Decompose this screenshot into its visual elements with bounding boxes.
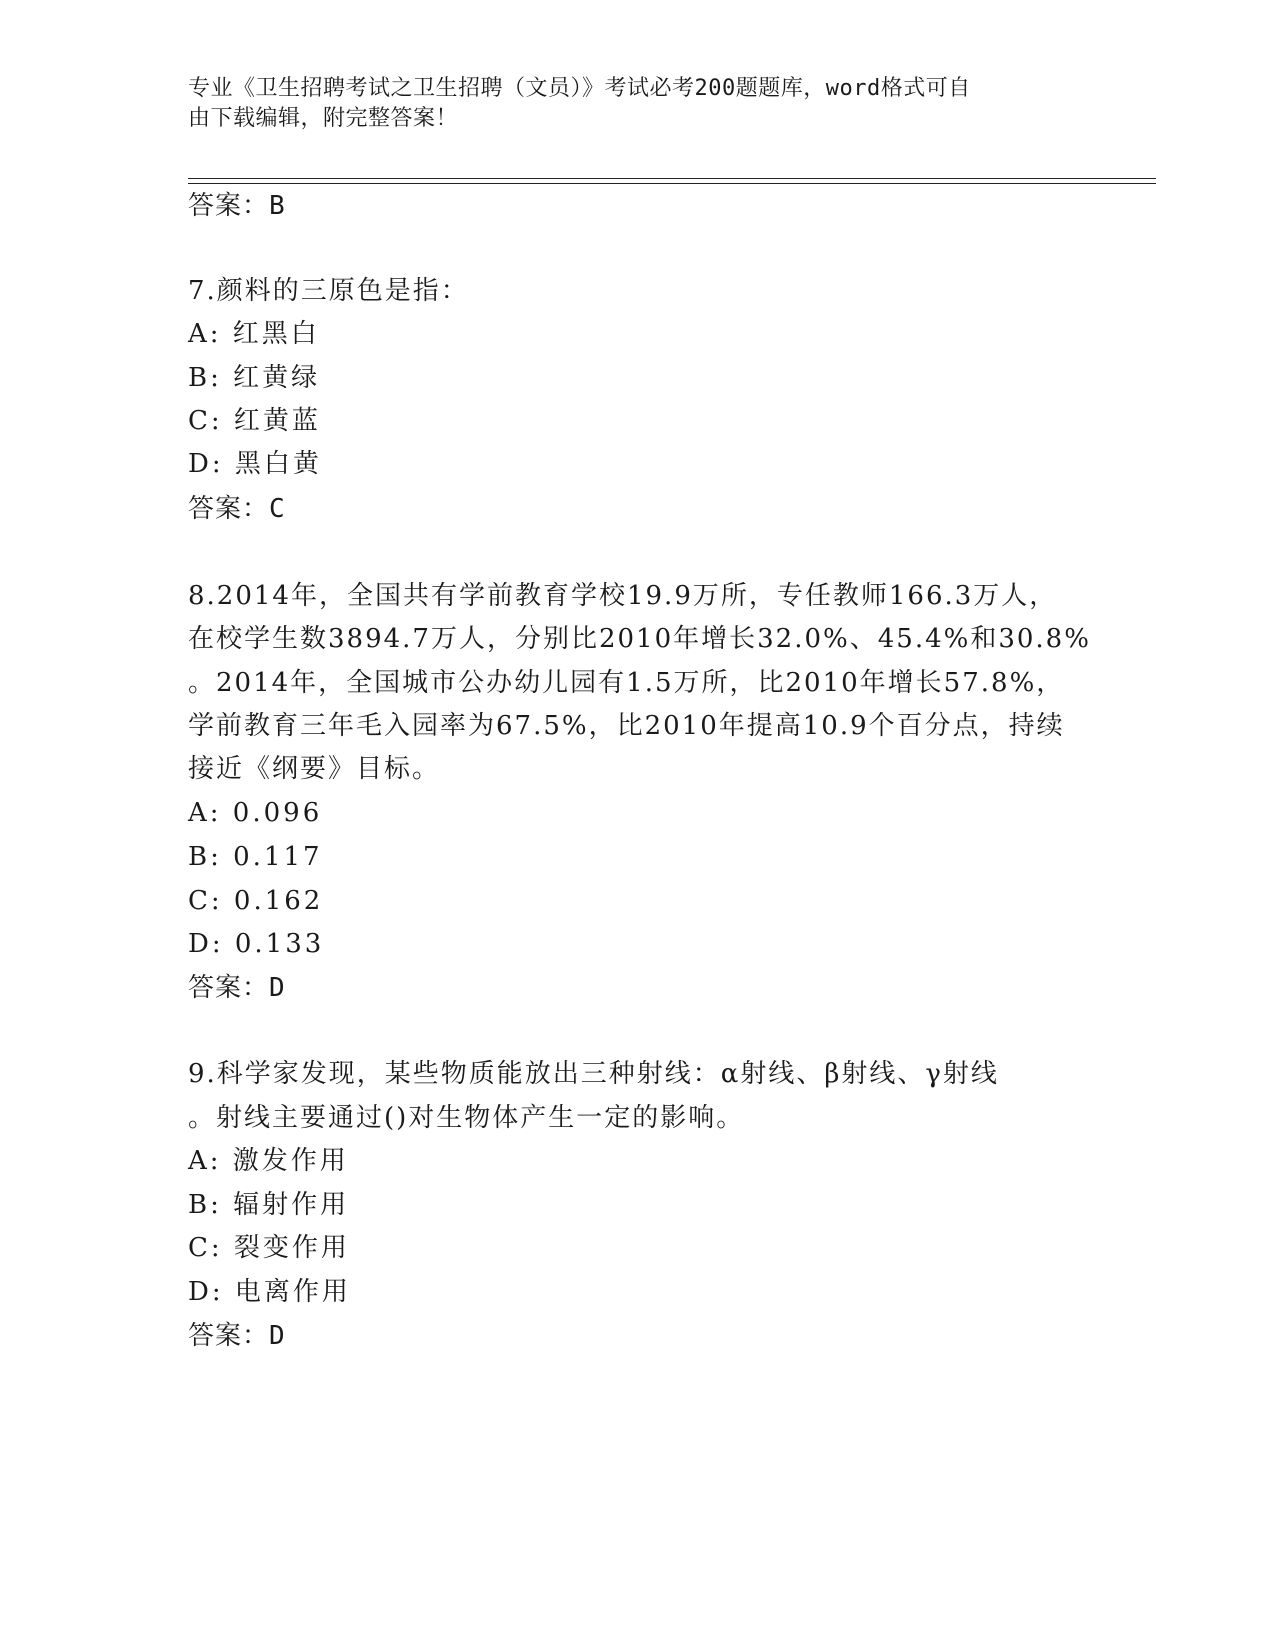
q8-question-line-1: 8.2014年，全国共有学前教育学校19.9万所，专任教师166.3万人， xyxy=(188,581,1058,611)
q8-question-line-3: 。2014年，全国城市公办幼儿园有1.5万所，比2010年增长57.8%， xyxy=(188,668,1065,698)
q8-answer: 答案：D xyxy=(188,973,286,1003)
q8-option-c: C: 0.162 xyxy=(188,886,324,916)
header-line-1: 专业《卫生招聘考试之卫生招聘（文员）》考试必考200题题库，word格式可自 xyxy=(188,76,971,101)
q7-option-b: B: 红黄绿 xyxy=(188,363,321,393)
q8-option-a: A: 0.096 xyxy=(188,798,323,828)
header-divider-bottom xyxy=(188,183,1156,184)
q7-option-a: A: 红黑白 xyxy=(188,319,320,349)
q9-answer: 答案：D xyxy=(188,1321,286,1351)
q9-option-b: B: 辐射作用 xyxy=(188,1190,350,1220)
q8-question-line-4: 学前教育三年毛入园率为67.5%，比2010年提高10.9个百分点，持续 xyxy=(188,711,1065,741)
q7-question: 7.颜料的三原色是指： xyxy=(188,276,469,306)
q8-question-line-2: 在校学生数3894.7万人，分别比2010年增长32.0%、45.4%和30.8% xyxy=(188,624,1091,654)
q9-option-d: D: 电离作用 xyxy=(188,1277,351,1307)
q7-answer: 答案：C xyxy=(188,494,286,524)
q8-question-line-5: 接近《纲要》目标。 xyxy=(188,754,441,784)
header-line-2: 由下载编辑，附完整答案！ xyxy=(188,106,459,131)
q9-option-c: C: 裂变作用 xyxy=(188,1233,350,1263)
q7-option-d: D: 黑白黄 xyxy=(188,449,322,479)
q7-option-c: C: 红黄蓝 xyxy=(188,406,321,436)
q6-answer: 答案：B xyxy=(188,191,286,221)
q8-option-d: D: 0.133 xyxy=(188,929,325,959)
q9-option-a: A: 激发作用 xyxy=(188,1146,349,1176)
header-divider-top xyxy=(188,178,1156,179)
q8-option-b: B: 0.117 xyxy=(188,842,323,872)
q9-question-line-2: 。射线主要通过()对生物体产生一定的影响。 xyxy=(188,1103,745,1133)
document-header xyxy=(188,74,1088,134)
q9-question-line-1: 9.科学家发现，某些物质能放出三种射线：α射线、β射线、γ射线 xyxy=(188,1059,999,1089)
